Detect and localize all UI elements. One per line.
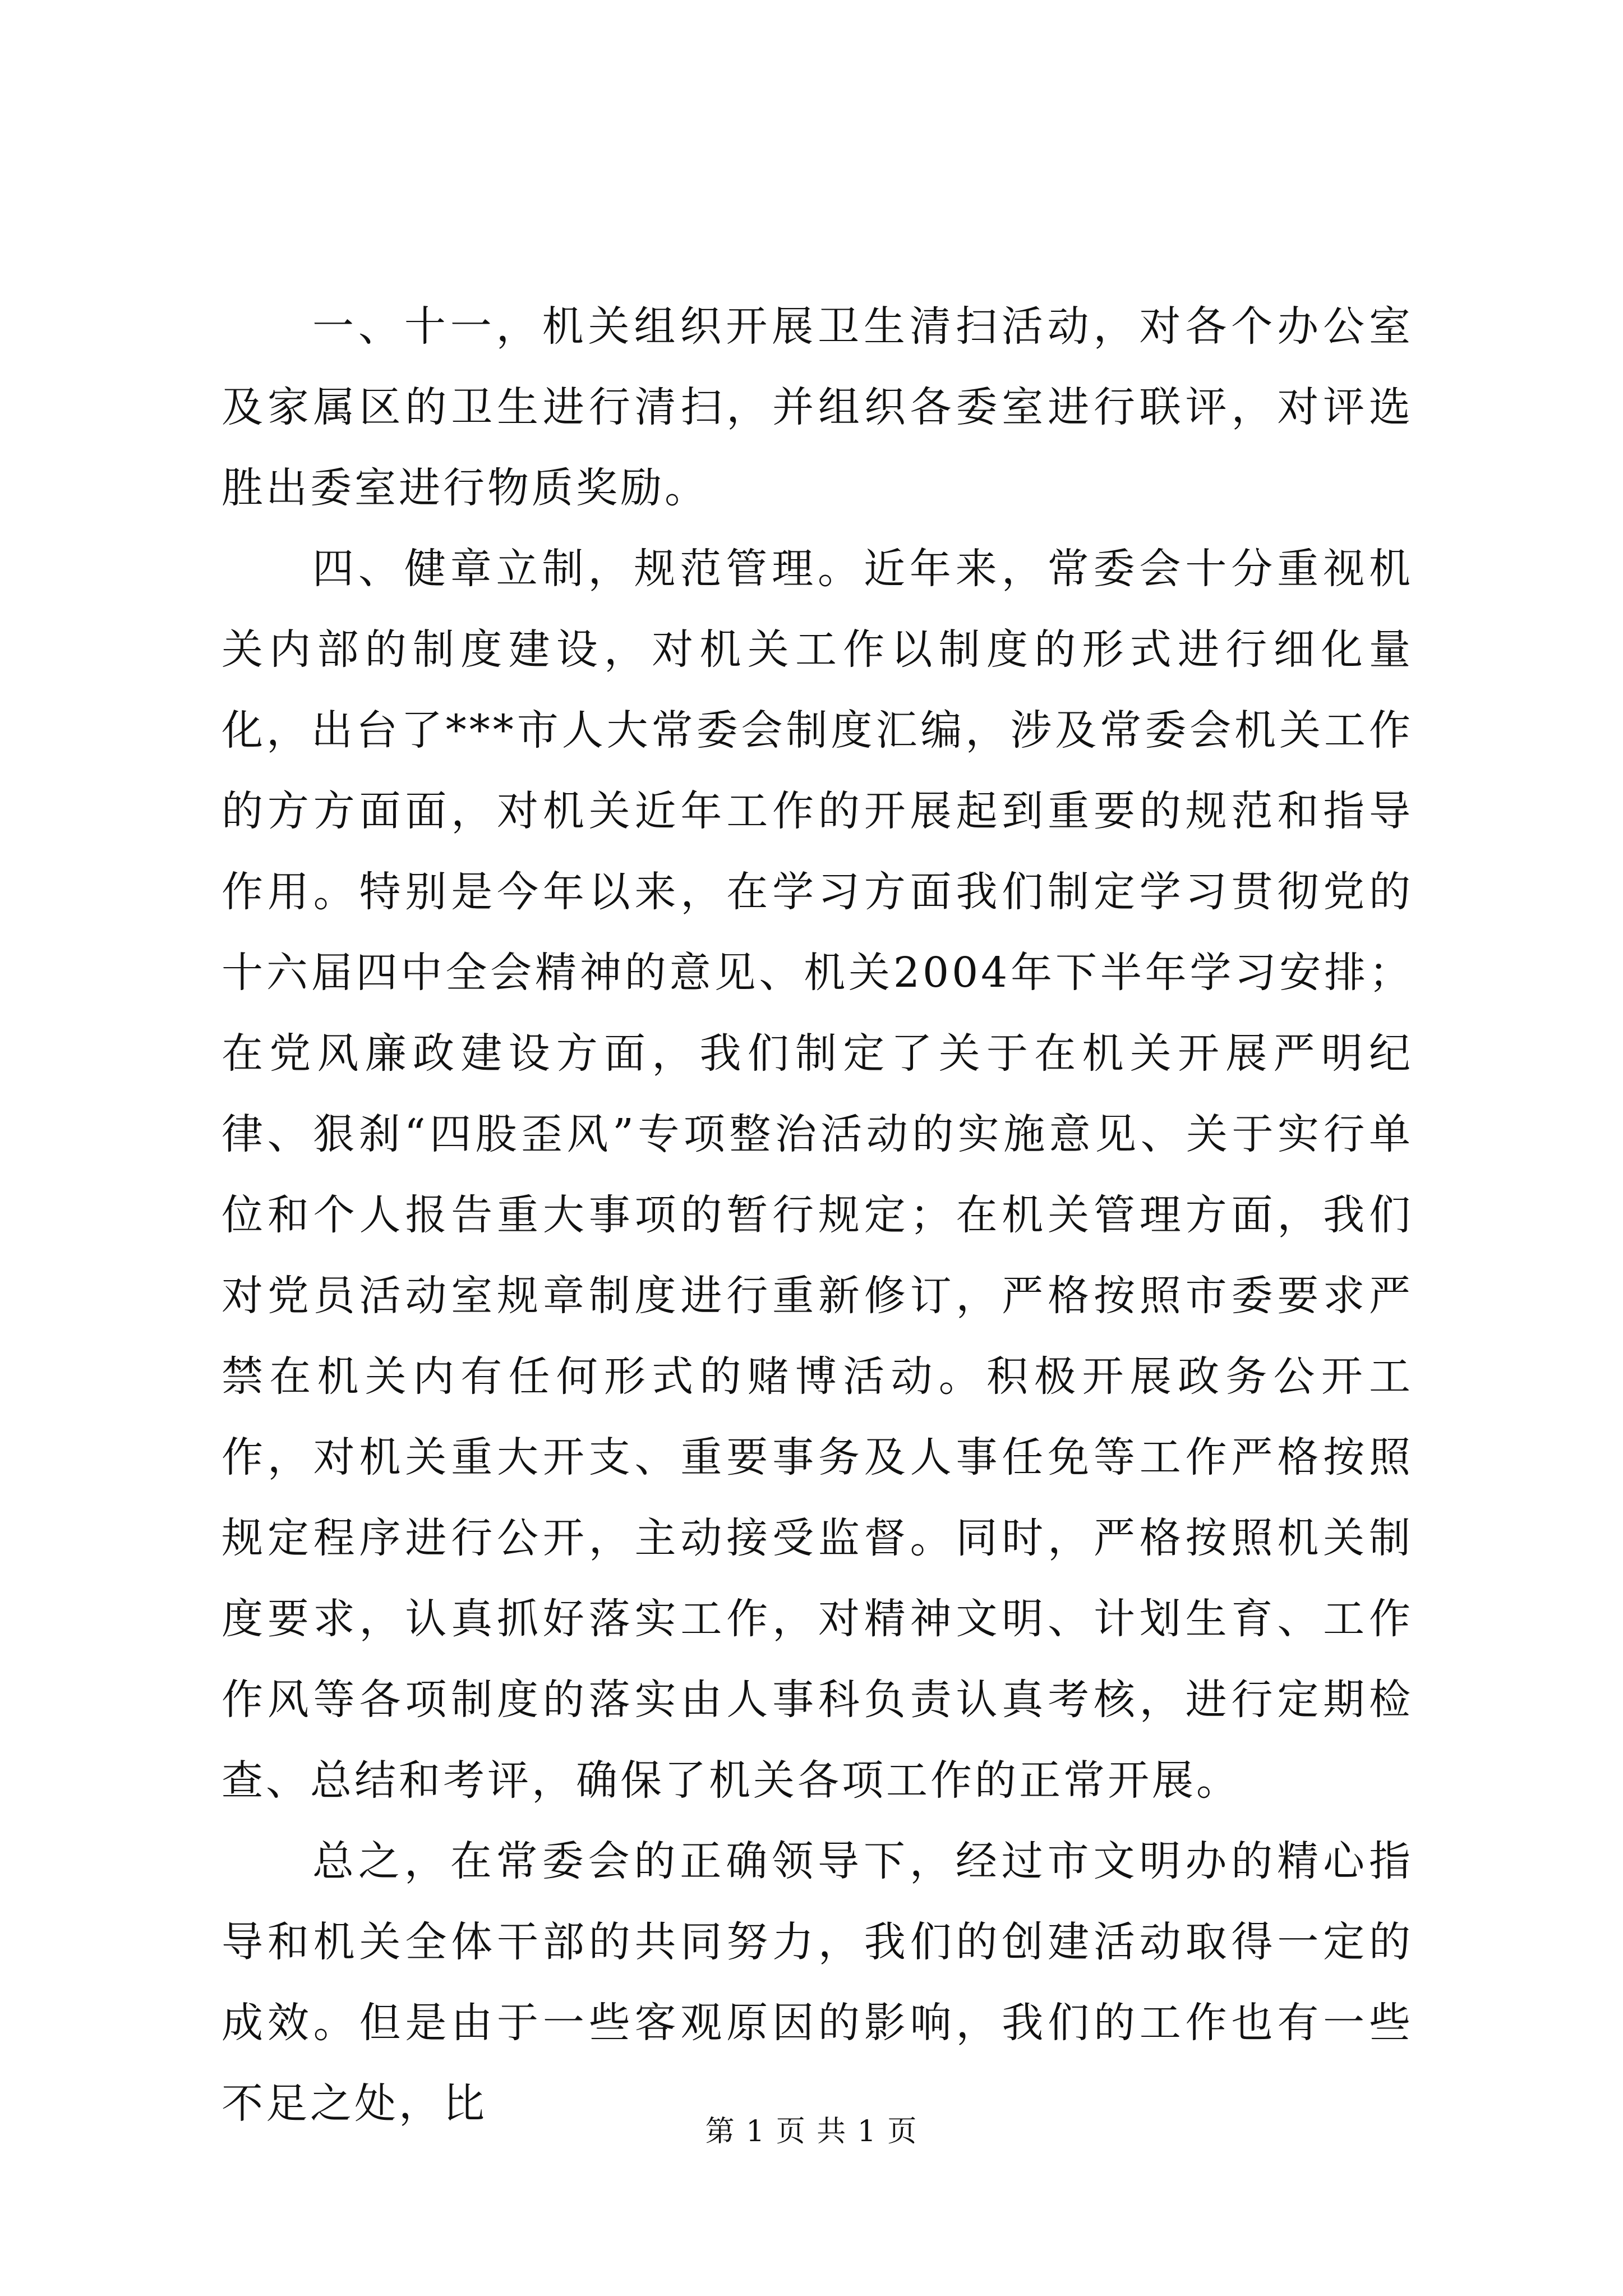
page-footer: 第 1 页 共 1 页 [705,2115,918,2148]
paragraph-regulations: 四、健章立制，规范管理。近年来，常委会十分重视机关内部的制度建设，对机关工作以制度的形式进行细化量化，出台了***市人大常委会制度汇编，涉及常委会机关工作的方方面面，对机关近年工作的开展起到重要的规范和指导作用。特别是今年以来，在学习方面我们制定学习贯彻党的十六届四中全会精神的意见、机关2004年下半年学习安排；在党风廉政建设方面，我们制定了关于在机关开展严明纪律、狠刹“四股歪风”专项整治活动的实施意见、关于实行单位和个人报告重大事项的暂行规定；在机关管理方面，我们对党员活动室规章制度进行重新修订，严格按照市委要求严禁在机关内有任何形式的赌博活动。积极开展政务公开工作，对机关重大开支、重要事务及人事任免等工作严格按照规定程序进行公开，主动接受监督。同时，严格按照机关制度要求，认真抓好落实工作，对精神文明、计划生育、工作作风等各项制度的落实由人事科负责认真考核，进行定期检查、总结和考评，确保了机关各项工作的正常开展。 [222,545,1413,1805]
paragraph-summary: 总之，在常委会的正确领导下，经过市文明办的精心指导和机关全体干部的共同努力，我们的创建活动取得一定的成效。但是由于一些客观原因的影响，我们的工作也有一些不足之处，比 [222,1837,1413,2128]
document-body [222,286,1413,2144]
paragraph-sanitation: 一、十一，机关组织开展卫生清扫活动，对各个办公室及家属区的卫生进行清扫，并组织各委室进行联评，对评选胜出委室进行物质奖励。 [222,302,1413,512]
